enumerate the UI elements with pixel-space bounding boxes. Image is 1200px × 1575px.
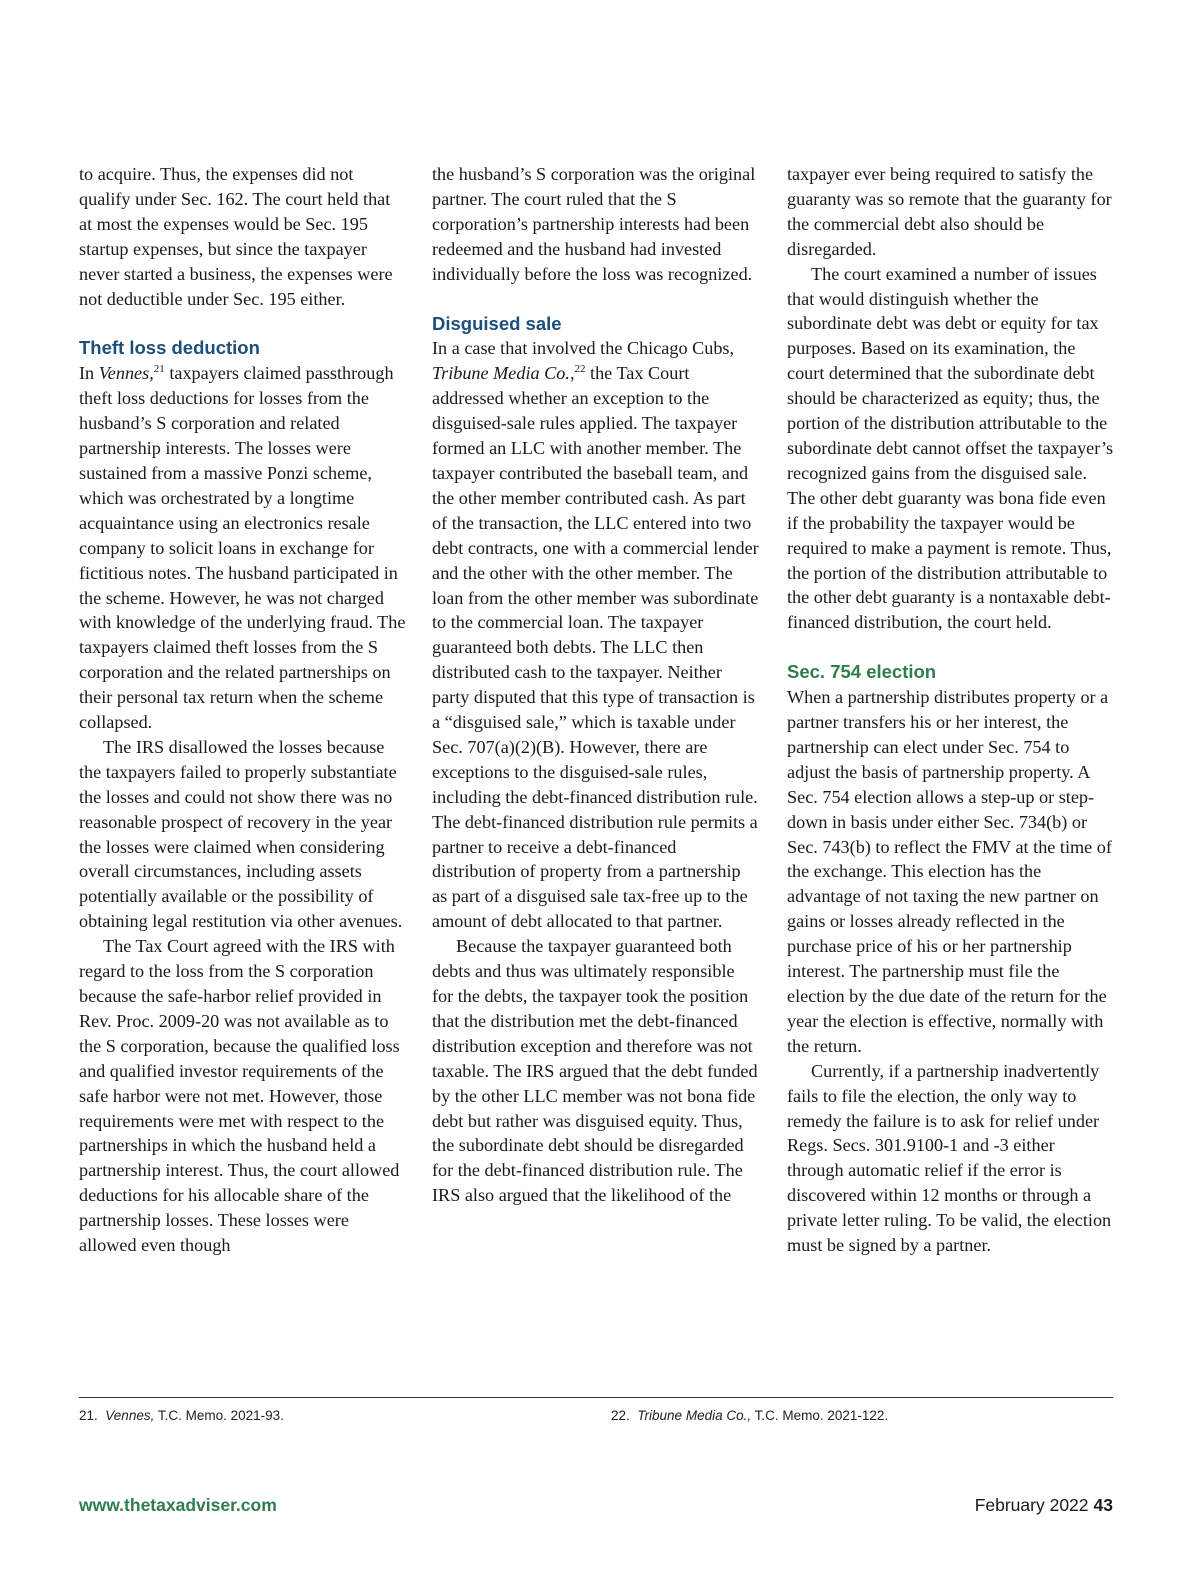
case-name: Tribune Media Co. [432,363,570,384]
paragraph: to acquire. Thus, the expenses did not qualify under Sec. 162. The court held that at most the expenses would be Sec. 195 startup expenses, but since the taxpayer never started a business, the expenses were not deductible under Sec. 195 either. [79,164,393,309]
section-heading-theft-loss: Theft loss deduction [79,337,260,359]
footnote-ref-22[interactable]: 22 [574,363,586,376]
column-2 [432,162,760,1208]
footnote-ref-21[interactable]: 21 [153,363,165,376]
footer-website-link[interactable]: www.thetaxadviser.com [79,1495,277,1515]
footnote-21: 21. Vennes, T.C. Memo. 2021-93. [79,1408,284,1423]
case-name: Vennes [98,363,150,384]
page-number: 43 [1093,1495,1113,1515]
paragraph: The court examined a number of issues that would distinguish whether the subordinate debt was debt or equity for tax purposes. Based on its examination, the court determined that the subordinate debt should be characterized as equity; thus, the portion of the distribution attributable to the subordinate debt cannot offset the taxpayer’s recognized gains from the disguised sale. The other debt guaranty was bona fide even if the probability the taxpayer would be required to make a payment is remote. Thus, the portion of the distribution attributable to the other debt guaranty is a nontaxable debt-financed distribution, the court held. [787,263,1114,633]
section-heading-sec-754: Sec. 754 election [787,661,937,683]
section-heading-disguised-sale: Disguised sale [432,312,562,334]
paragraph: In a case that involved the Chicago Cubs, Tribune Media Co.,$^{22}$ the Tax Court addressed whether an exception to the disguised-sale rules applied. The taxpayer formed an LLC with another member. The taxpayer contributed the baseball team, and the other member contributed cash. As part of the transaction, the LLC entered into two debt contracts, one with a commercial lender and the other with the other member. The loan from the other member was subordinate to the commercial loan. The taxpayer guaranteed both debts. The LLC then distributed cash to the taxpayer. Neither party disputed that this type of transaction is a “disguised sale,” which is taxable under Sec. 707(a)(2)(B). However, there are exceptions to the disguised-sale rules, including the debt-financed distribution rule. The debt-financed distribution rule permits a partner to receive a debt-financed distribution of property from a partnership as part of a disguised sale tax-free up to the amount of debt allocated to that partner. [432,338,759,932]
footnote-divider [79,1397,1113,1398]
footnote-22: 22. Tribune Media Co., T.C. Memo. 2021-122. [611,1408,889,1423]
paragraph: the husband’s S corporation was the original partner. The court ruled that the S corporation’s partnership interests had been redeemed and the husband had invested individually before the loss was recognized. [432,164,756,284]
footer-date-page [975,1495,1113,1516]
paragraph: Because the taxpayer guaranteed both debts and thus was ultimately responsible for the debts, the taxpayer took the position that the distribution met the debt-financed distribution exception and therefore was not taxable. The IRS argued that the debt funded by the other LLC member was not bona fide debt but rather was disguised equity. Thus, the subordinate debt should be disregarded for the debt-financed distribution rule. The IRS also argued that the likelihood of the [432,936,758,1206]
column-1 [79,162,407,1258]
paragraph: Currently, if a partnership inadvertently fails to file the election, the only way to remedy the failure is to ask for relief under Regs. Secs. 301.9100-1 and -3 either through automatic relief if the error is discovered within 12 months or through a private letter ruling. To be valid, the election must be signed by a partner. [787,1060,1112,1256]
paragraph: taxpayer ever being required to satisfy the guaranty was so remote that the guaranty for the commercial debt also should be disregarded. [787,164,1112,259]
paragraph: The IRS disallowed the losses because the taxpayers failed to properly substantiate the losses and could not show there was no reasonable prospect of recovery in the year the losses were claimed when considering overall circumstances, including assets potentially available or the possibility of obtaining legal restitution via other avenues. [79,736,403,932]
issue-date: February 2022 [974,1495,1089,1515]
paragraph: When a partnership distributes property or a partner transfers his or her interest, the partnership can elect under Sec. 754 to adjust the basis of partnership property. A Sec. 754 election allows a step-up or step-down in basis under either Sec. 734(b) or Sec. 743(b) to reflect the FMV at the time of the exchange. This election has the advantage of not taxing the new partner on gains or losses already reflected in the purchase price of his or her partnership interest. The partnership must file the election by the due date of the return for the year the election is effective, normally with the return. [787,687,1112,1056]
paragraph: The Tax Court agreed with the IRS with regard to the loss from the S corporation because the safe-harbor relief provided in Rev. Proc. 2009-20 was not available as to the S corporation, because the qualified loss and qualified investor requirements of the safe harbor were not met. However, those requirements were met with respect to the partnerships in which the husband held a partnership interest. Thus, the court allowed deductions for his allocable share of the partnership losses. These losses were allowed even though [79,936,400,1256]
paragraph: In Vennes,$^{21}$ taxpayers claimed passthrough theft loss deductions for losses from the husband’s S corporation and related partnership interests. The losses were sustained from a massive Ponzi scheme, which was orchestrated by a longtime acquaintance using an electronics resale company to solicit loans in exchange for fictitious notes. The husband participated in the scheme. However, he was not charged with knowledge of the underlying fraud. The taxpayers claimed theft losses from the S corporation and the related partnerships on their personal tax return when the scheme collapsed. [79,363,406,733]
column-3 [787,162,1115,1258]
